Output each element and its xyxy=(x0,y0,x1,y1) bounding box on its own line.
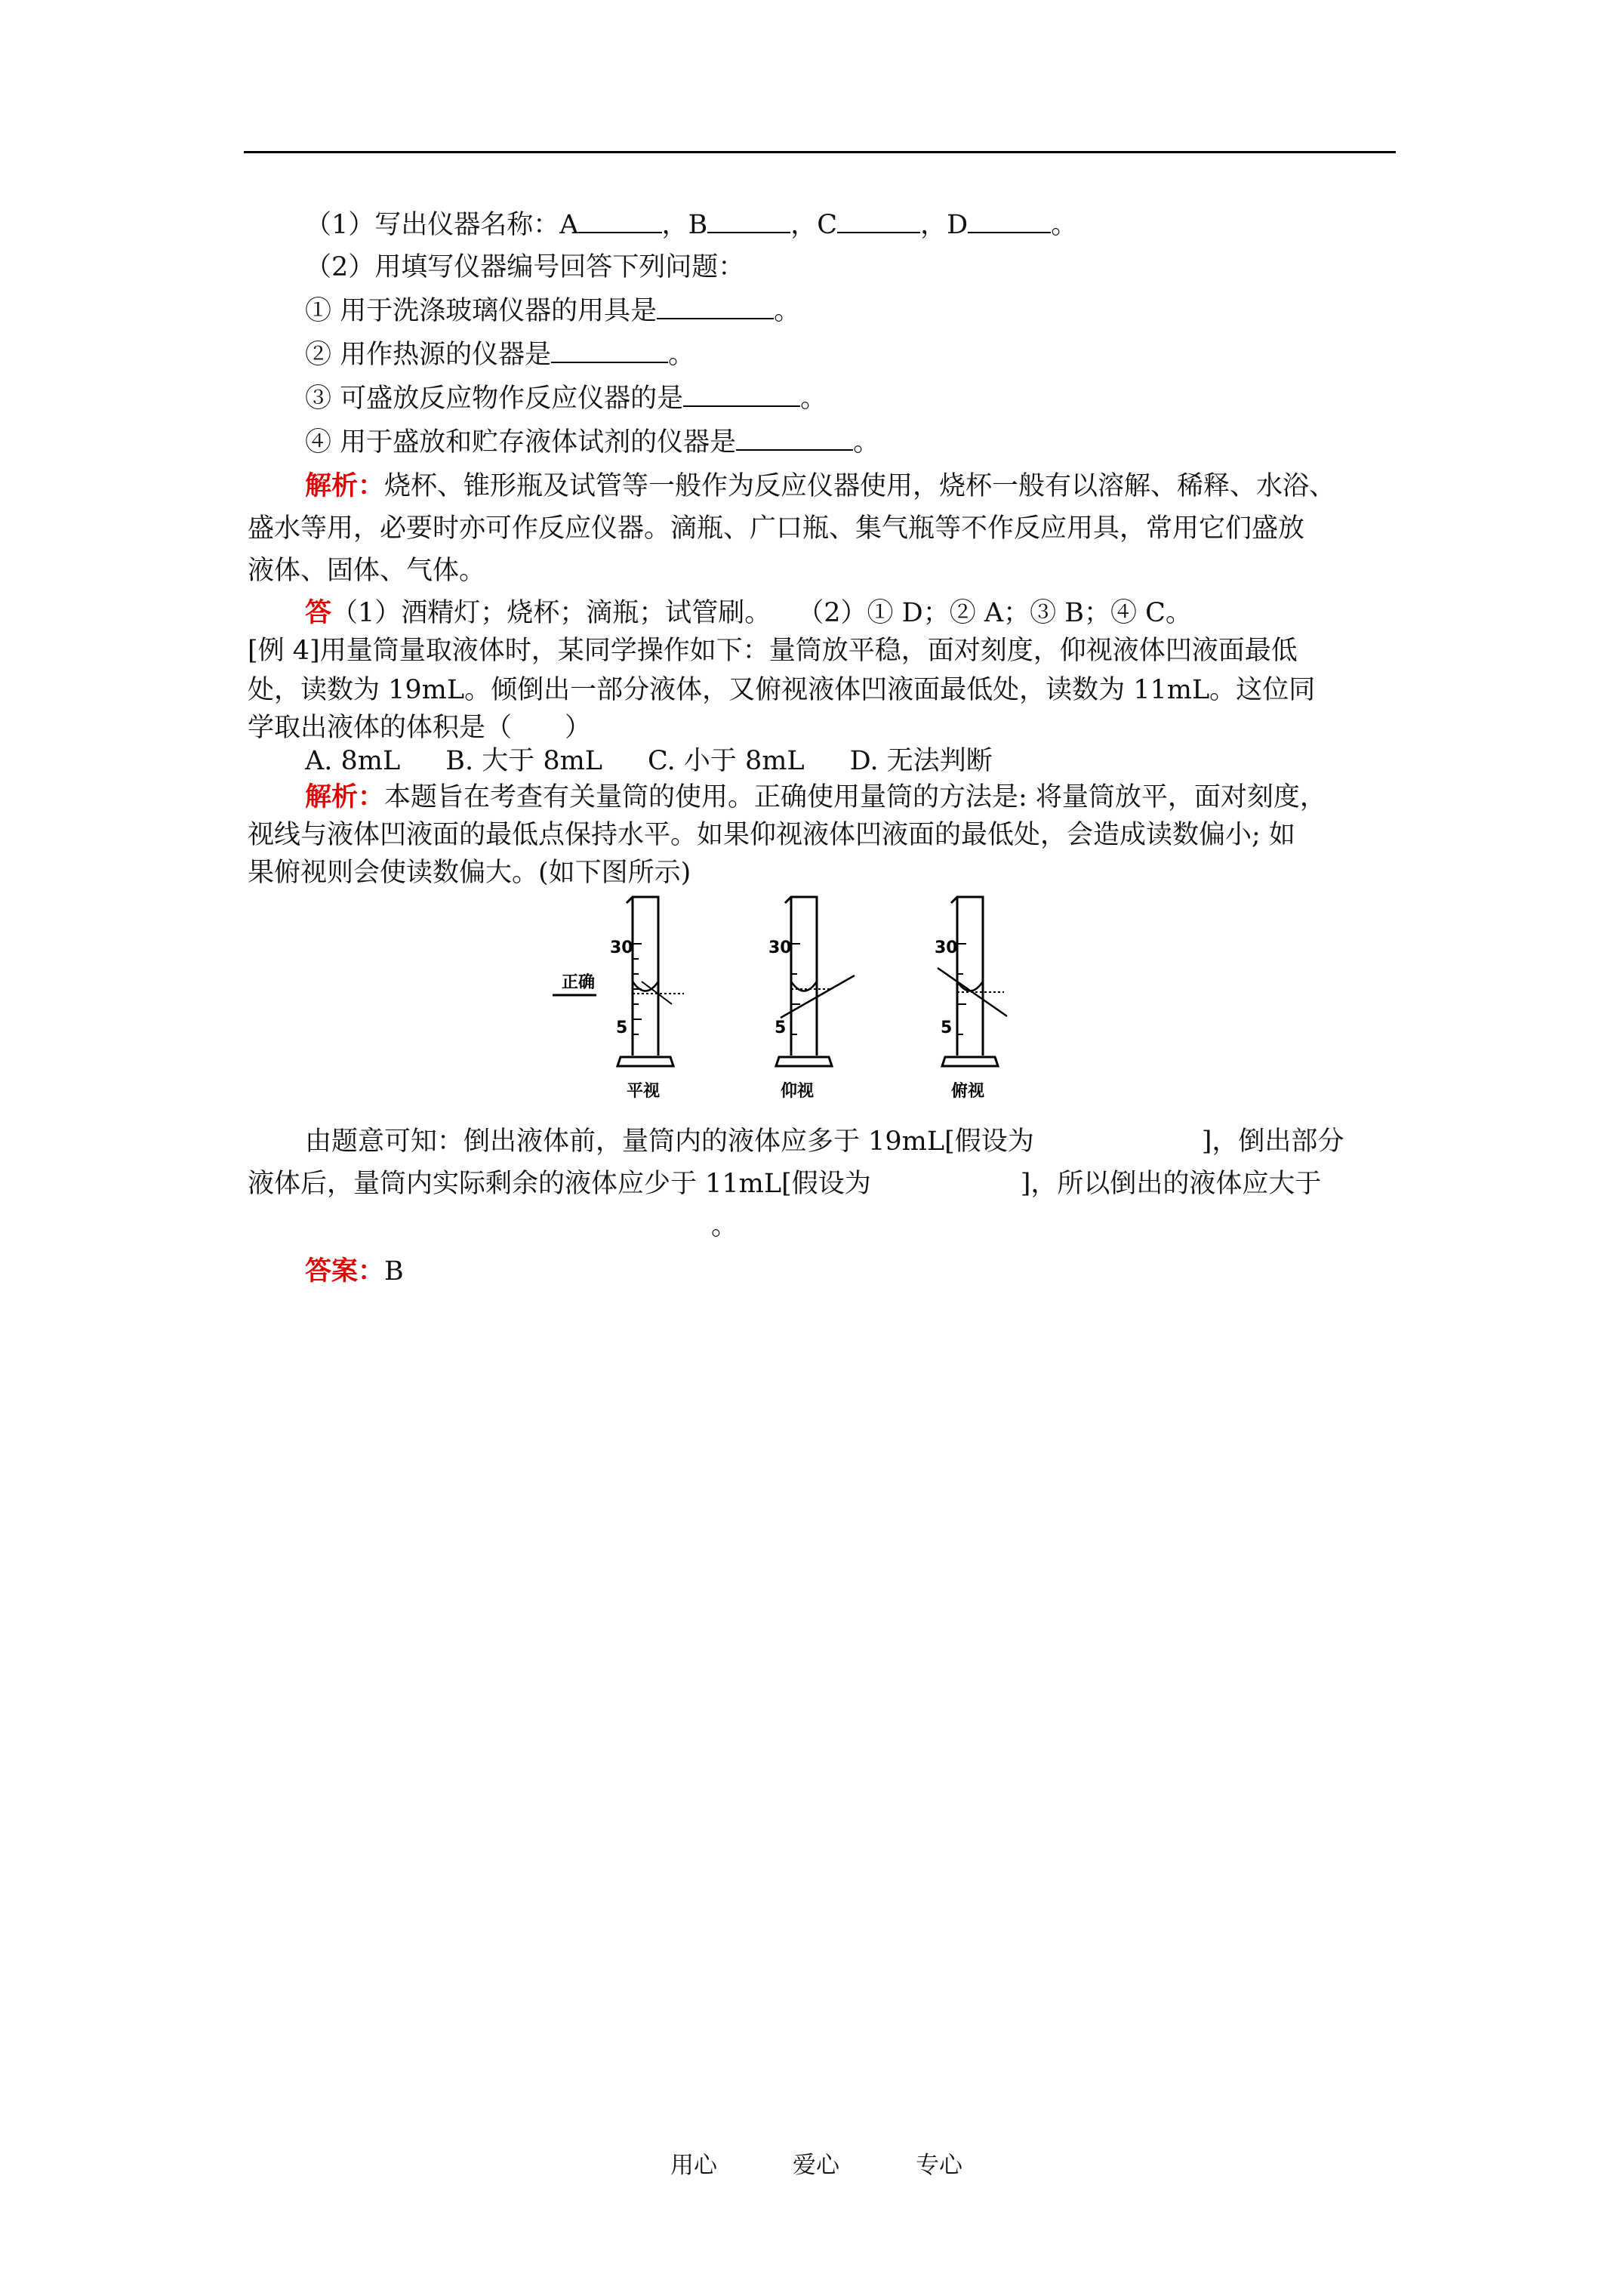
example-4-line-3: 学取出液体的体积是（ ） xyxy=(248,713,592,743)
question-2: （2）用填写仪器编号回答下列问题： xyxy=(305,252,745,282)
item-text: 用于盛放和贮存液体试剂的仪器是 xyxy=(340,427,737,458)
answer-label: 答案： xyxy=(305,1256,385,1287)
blank-a[interactable] xyxy=(579,209,662,233)
analysis-1-line-2: 盛水等用，必要时亦可作反应仪器。滴瓶、广口瓶、集气瓶等不作反应用具，常用它们盛放 xyxy=(248,513,1305,544)
scale-top-label: 30 xyxy=(768,938,792,957)
answer-1 xyxy=(305,596,1192,630)
blank-b[interactable] xyxy=(707,209,790,233)
caption-level: 平视 xyxy=(627,1082,661,1101)
cylinder-level-view xyxy=(553,897,684,1101)
reasoning-line-2 xyxy=(248,1167,1321,1200)
analysis-text: 烧杯、锥形瓶及试管等一般作为反应仪器使用，烧杯一般有以溶解、稀释、水浴、 xyxy=(384,471,1336,501)
q1-sep-c: ，C xyxy=(790,210,838,240)
reasoning-text: ]，所以倒出的液体应大于 xyxy=(1020,1169,1322,1199)
item-number: ③ xyxy=(305,384,332,414)
correct-label: 正确 xyxy=(562,973,596,992)
option-a[interactable]: A. 8mL xyxy=(305,746,401,776)
item-number: ① xyxy=(305,296,332,326)
blank-item-4[interactable] xyxy=(736,427,853,451)
reasoning-text: 由题意可知：倒出液体前，量筒内的液体应多于 19mL[假设为 xyxy=(305,1126,1034,1157)
q1-end: 。 xyxy=(1051,210,1078,240)
reasoning-line-3: 。 xyxy=(711,1211,738,1241)
cylinder-looking-down xyxy=(935,897,1007,1101)
item-number: ② xyxy=(305,340,332,370)
answer-value: B xyxy=(384,1256,404,1287)
item-text: 可盛放反应物作反应仪器的是 xyxy=(340,384,684,414)
q1-sep-b: ，B xyxy=(661,210,708,240)
question-1 xyxy=(305,208,1077,242)
answer-label: 答 xyxy=(305,597,332,628)
item-end: 。 xyxy=(800,384,827,414)
analysis-2-line-2: 视线与液体凹液面的最低点保持水平。如果仰视液体凹液面的最低处，会造成读数偏小; 如 xyxy=(248,820,1295,850)
analysis-label: 解析： xyxy=(305,781,385,812)
caption-looking-up: 仰视 xyxy=(781,1082,815,1101)
item-end: 。 xyxy=(668,340,695,370)
answer-text: （1）酒精灯；烧杯；滴瓶；试管刷。 （2）① D；② A；③ B；④ C。 xyxy=(331,598,1192,628)
analysis-1-line-1 xyxy=(305,470,1335,503)
item-end: 。 xyxy=(853,427,880,458)
analysis-1-line-3: 液体、固体、气体。 xyxy=(248,556,486,586)
caption-looking-down: 俯视 xyxy=(951,1082,985,1101)
analysis-2-line-1 xyxy=(305,781,1326,814)
cylinder-looking-up xyxy=(768,897,855,1101)
q1-sep-d: ，D xyxy=(920,210,969,240)
sub-question-2 xyxy=(305,338,694,371)
options-row xyxy=(305,744,993,778)
sub-question-3 xyxy=(305,382,827,415)
reasoning-text: 液体后，量筒内实际剩余的液体应少于 11mL[假设为 xyxy=(248,1169,871,1199)
scale-top-label: 30 xyxy=(935,938,958,957)
blank-item-1[interactable] xyxy=(657,295,774,319)
option-b[interactable]: B. 大于 8mL xyxy=(445,746,603,776)
footer-item-3: 专心 xyxy=(916,2152,962,2179)
header-rule xyxy=(244,151,1396,153)
footer-item-1: 用心 xyxy=(670,2152,717,2179)
blank-item-2[interactable] xyxy=(551,339,668,363)
q1-prefix: （1）写出仪器名称：A xyxy=(305,210,579,240)
option-c[interactable]: C. 小于 8mL xyxy=(648,746,805,776)
cylinder-reading-figure xyxy=(544,891,1087,1117)
reasoning-text: ]，倒出部分 xyxy=(1201,1126,1344,1157)
reasoning-line-1 xyxy=(305,1125,1344,1158)
blank-d[interactable] xyxy=(968,209,1051,233)
scale-bottom-label: 5 xyxy=(941,1019,953,1037)
option-d[interactable]: D. 无法判断 xyxy=(849,746,993,776)
item-end: 。 xyxy=(774,296,801,326)
example-4-line-2: 处，读数为 19mL。倾倒出一部分液体，又俯视液体凹液面最低处，读数为 11mL。这位同 xyxy=(248,675,1316,705)
blank-item-3[interactable] xyxy=(683,383,800,407)
item-text: 用作热源的仪器是 xyxy=(340,340,552,370)
analysis-text: 本题旨在考查有关量筒的使用。正确使用量筒的方法是: 将量筒放平，面对刻度， xyxy=(384,782,1326,812)
blank-c[interactable] xyxy=(837,209,920,233)
sub-question-4 xyxy=(305,426,879,459)
item-number: ④ xyxy=(305,427,332,458)
example-4-line-1: [例 4]用量筒量取液体时，某同学操作如下：量筒放平稳，面对刻度，仰视液体凹液面最低 xyxy=(248,636,1298,666)
footer-item-2: 爱心 xyxy=(793,2152,839,2179)
scale-bottom-label: 5 xyxy=(775,1019,787,1037)
analysis-label: 解析： xyxy=(305,470,385,501)
item-text: 用于洗涤玻璃仪器的用具是 xyxy=(340,296,658,326)
answer-2 xyxy=(305,1255,404,1288)
analysis-2-line-3: 果俯视则会使读数偏大。(如下图所示) xyxy=(248,858,691,888)
scale-top-label: 30 xyxy=(610,938,633,957)
sub-question-1 xyxy=(305,294,800,328)
scale-bottom-label: 5 xyxy=(616,1019,628,1037)
